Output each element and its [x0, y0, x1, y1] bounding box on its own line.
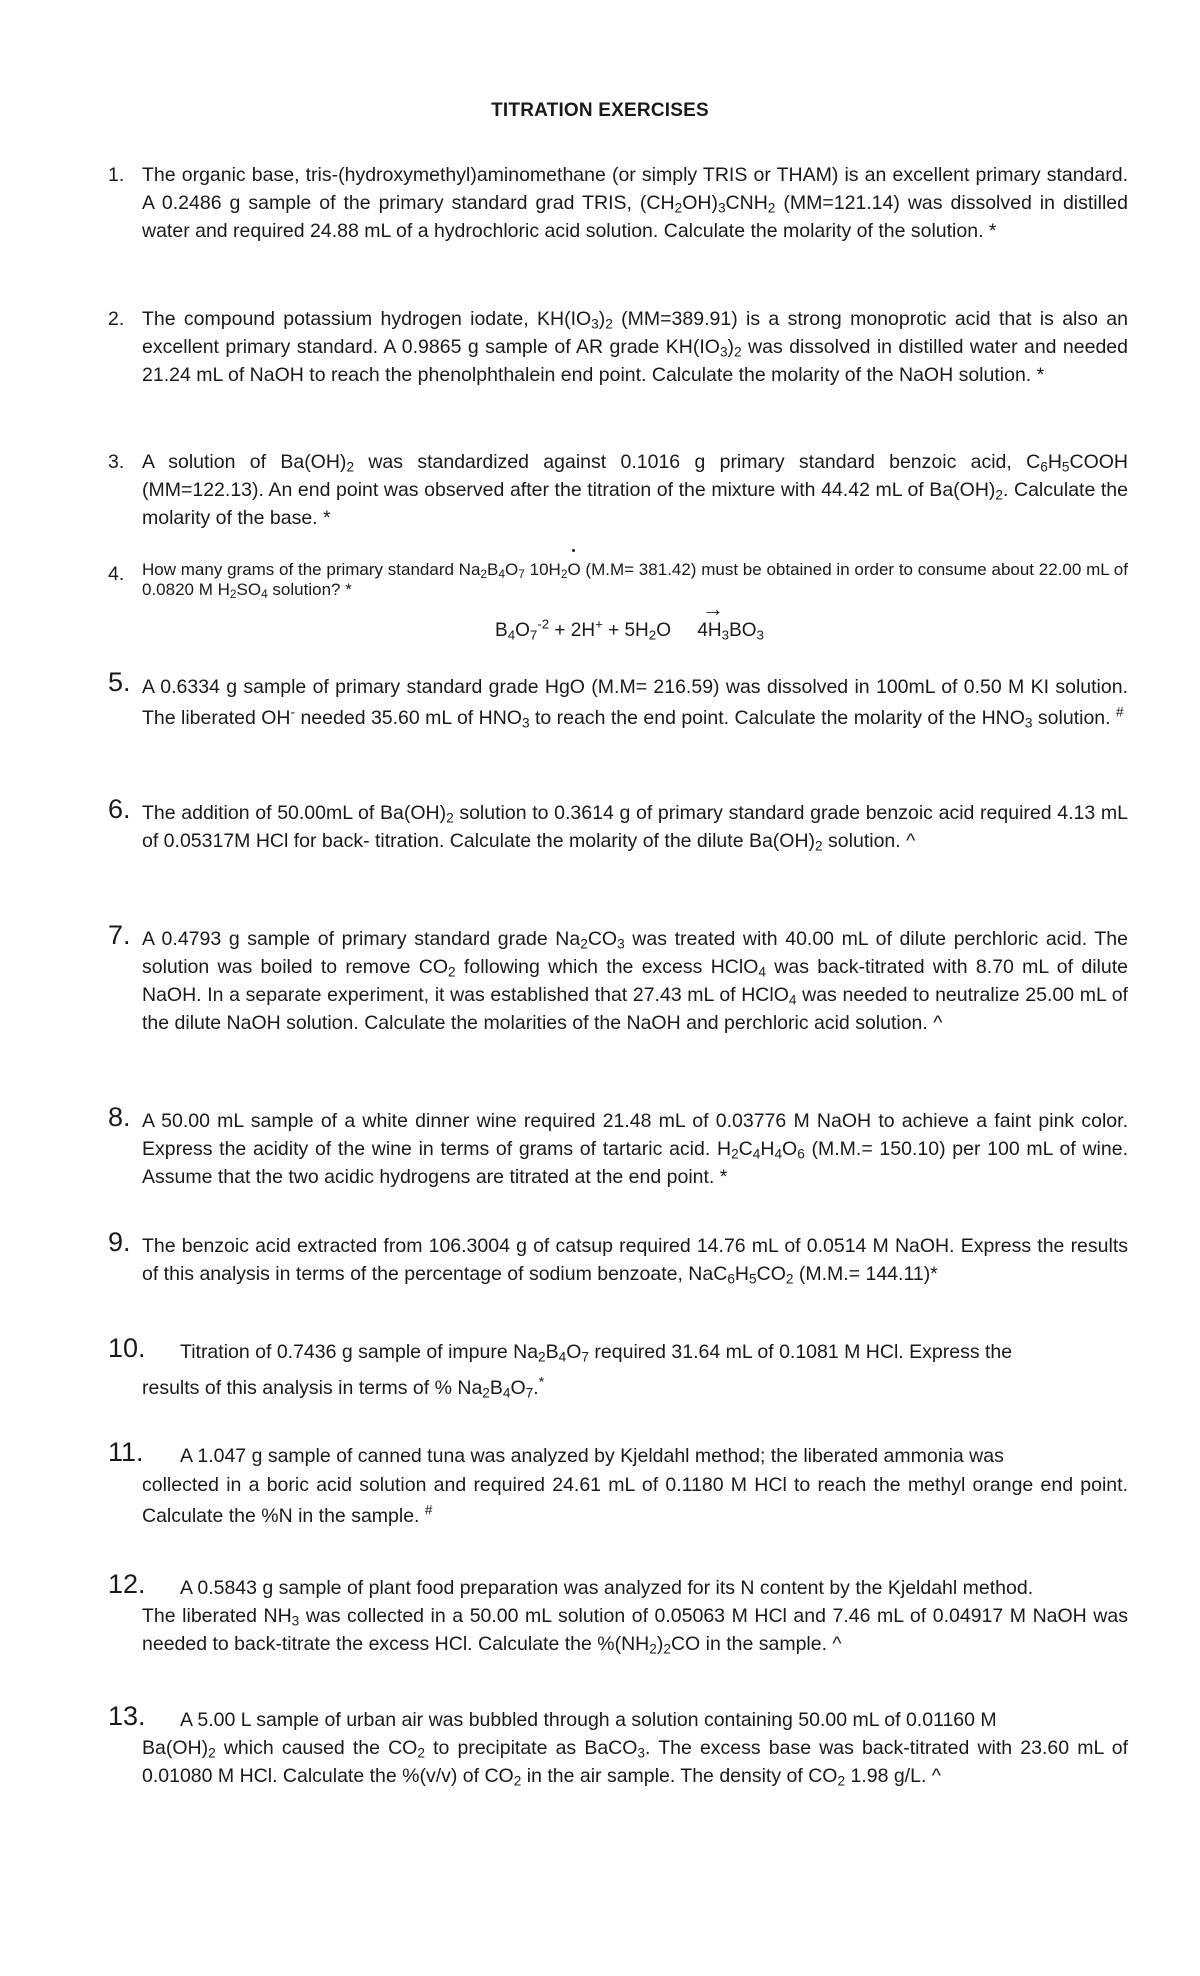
item-number: 7. — [108, 920, 131, 950]
item-text: A solution of $Ba(OH)_2$ was standardized against 0.1016 g primary standard benzoic acid, $C_6H_5COOH$ (MM=122.13). An end point was observed after the titration of the mixture with 44.42 mL of $Ba(OH)_2$. Calculate the molarity of the base. * — [142, 451, 1128, 529]
exercise-1 — [108, 161, 1128, 245]
exercise-2 — [108, 305, 1128, 389]
reaction-arrow: → — [702, 596, 724, 621]
item-text: A 5.00 L sample of urban air was bubbled through a solution containing 50.00 mL of 0.01160 M — [180, 1709, 997, 1731]
item-text-continued: The liberated $NH_3$ was collected in a 50.00 mL solution of 0.05063 M HCl and 7.46 mL of 0.04917 M NaOH was needed to back-titrate the excess HCl. Calculate the $\%(NH_2)_2CO$ in the sample. ^ — [142, 1605, 1128, 1657]
hydrate-dot — [572, 549, 575, 552]
exercise-9 — [108, 1227, 1128, 1288]
item-text-continued: $Ba(OH)_2$ which caused the $CO_2$ to precipitate as BaCO$_3$. The excess base was back-titrated with 23.60 mL of 0.01080 M HCl. Calculate the %(v/v) of $CO_2$ in the air sample. The density of $CO_2$ 1.98 g/L. ^ — [142, 1737, 1128, 1789]
item-text: A 0.6334 g sample of primary standard grade HgO (M.M= 216.59) was dissolved in 100mL of 0.50 M KI solution. The liberated OH- needed 35.60 mL of $HNO_3$ to reach the end point. Calculate the molarity of the $HNO_3$ solution. # — [142, 676, 1128, 731]
exercise-13 — [108, 1701, 1128, 1790]
item-number: 6. — [108, 794, 131, 824]
exercise-12 — [108, 1569, 1128, 1658]
page-title: TITRATION EXERCISES — [491, 100, 709, 121]
exercise-6 — [108, 794, 1128, 855]
reaction-equation: $B_4O_7^{-2} + 2H^+ + 5H_2O$ $4H_3BO_3$ — [495, 616, 764, 643]
exercise-4 — [108, 560, 1128, 600]
item-text: The compound potassium hydrogen iodate, $KH(IO_3)_2$ (MM=389.91) is a strong monoprotic acid that is also an excellent primary standard. A 0.9865 g sample of AR grade $KH(IO_3)_2$ was dissolved in distilled water and needed 21.24 mL of NaOH to reach the phenolphthalein end point. Calculate the molarity of the NaOH solution. * — [142, 308, 1128, 386]
item-text: The benzoic acid extracted from 106.3004 g of catsup required 14.76 mL of 0.0514 M NaOH. Express the results of this analysis in terms of the percentage of sodium benzoate, $NaC_6H_5CO_2$ (M.M.= 144.11)* — [142, 1235, 1128, 1287]
item-text-continued: collected in a boric acid solution and required 24.61 mL of 0.1180 M HCl to reach the methyl orange end point. Calculate the %N in the sample. # — [142, 1474, 1128, 1527]
item-text: A 50.00 mL sample of a white dinner wine required 21.48 mL of 0.03776 M NaOH to achieve a faint pink color. Express the acidity of the wine in terms of grams of tartaric acid. $H_2C_4H_4O_6$ (M.M.= 150.10) per 100 mL of wine. Assume that the two acidic hydrogens are titrated at the end point. * — [142, 1110, 1128, 1188]
item-number: 4. — [108, 563, 125, 585]
item-number: 8. — [108, 1102, 131, 1132]
item-number: 3. — [108, 451, 125, 473]
item-text: How many grams of the primary standard $Na_2B_4O_7$ $10H_2O$ (M.M= 381.42) must be obtained in order to consume about 22.00 mL of 0.0820 M $H_2SO_4$ solution? * — [142, 560, 1128, 601]
item-number: 9. — [108, 1227, 131, 1257]
item-number: 13. — [108, 1701, 146, 1731]
item-text-continued: results of this analysis in terms of % $Na_2B_4O_7.^*$ — [142, 1374, 544, 1401]
item-number: 12. — [108, 1569, 146, 1599]
exercise-10 — [108, 1333, 1128, 1402]
exercise-5 — [108, 667, 1128, 734]
item-number: 10. — [108, 1333, 146, 1363]
item-text: A 0.5843 g sample of plant food preparation was analyzed for its N content by the Kjeldahl method. — [180, 1577, 1034, 1599]
item-number: 2. — [108, 308, 125, 330]
item-text: The addition of 50.00mL of $Ba(OH)_2$ solution to 0.3614 g of primary standard grade benzoic acid required 4.13 mL of 0.05317M HCl for back- titration. Calculate the molarity of the dilute $Ba(OH)_2$ solution. ^ — [142, 802, 1128, 854]
exercise-11 — [108, 1437, 1128, 1532]
item-text: A 1.047 g sample of canned tuna was analyzed by Kjeldahl method; the liberated ammonia was — [180, 1445, 1004, 1467]
item-number: 1. — [108, 164, 125, 186]
item-number: 5. — [108, 667, 131, 697]
item-text: The organic base, tris-(hydroxymethyl)aminomethane (or simply TRIS or THAM) is an excellent primary standard. A 0.2486 g sample of the primary standard grad TRIS, $(CH_2OH)_3CNH_2$ (MM=121.14) was dissolved in distilled water and required 24.88 mL of a hydrochloric acid solution. Calculate the molarity of the solution. * — [142, 164, 1128, 242]
exercise-7 — [108, 920, 1128, 1037]
exercise-8 — [108, 1102, 1128, 1191]
item-text: A 0.4793 g sample of primary standard grade $Na_2CO_3$ was treated with 40.00 mL of dilute perchloric acid. The solution was boiled to remove $CO_2$ following which the excess HClO$_4$ was back-titrated with 8.70 mL of dilute NaOH. In a separate experiment, it was established that 27.43 mL of HClO$_4$ was needed to neutralize 25.00 mL of the dilute NaOH solution. Calculate the molarities of the NaOH and perchloric acid solution. ^ — [142, 928, 1128, 1034]
exercise-3 — [108, 448, 1128, 532]
item-number: 11. — [108, 1437, 144, 1467]
item-text: Titration of 0.7436 g sample of impure $Na_2B_4O_7$ required 31.64 mL of 0.1081 M HCl. Express the — [180, 1341, 1013, 1365]
